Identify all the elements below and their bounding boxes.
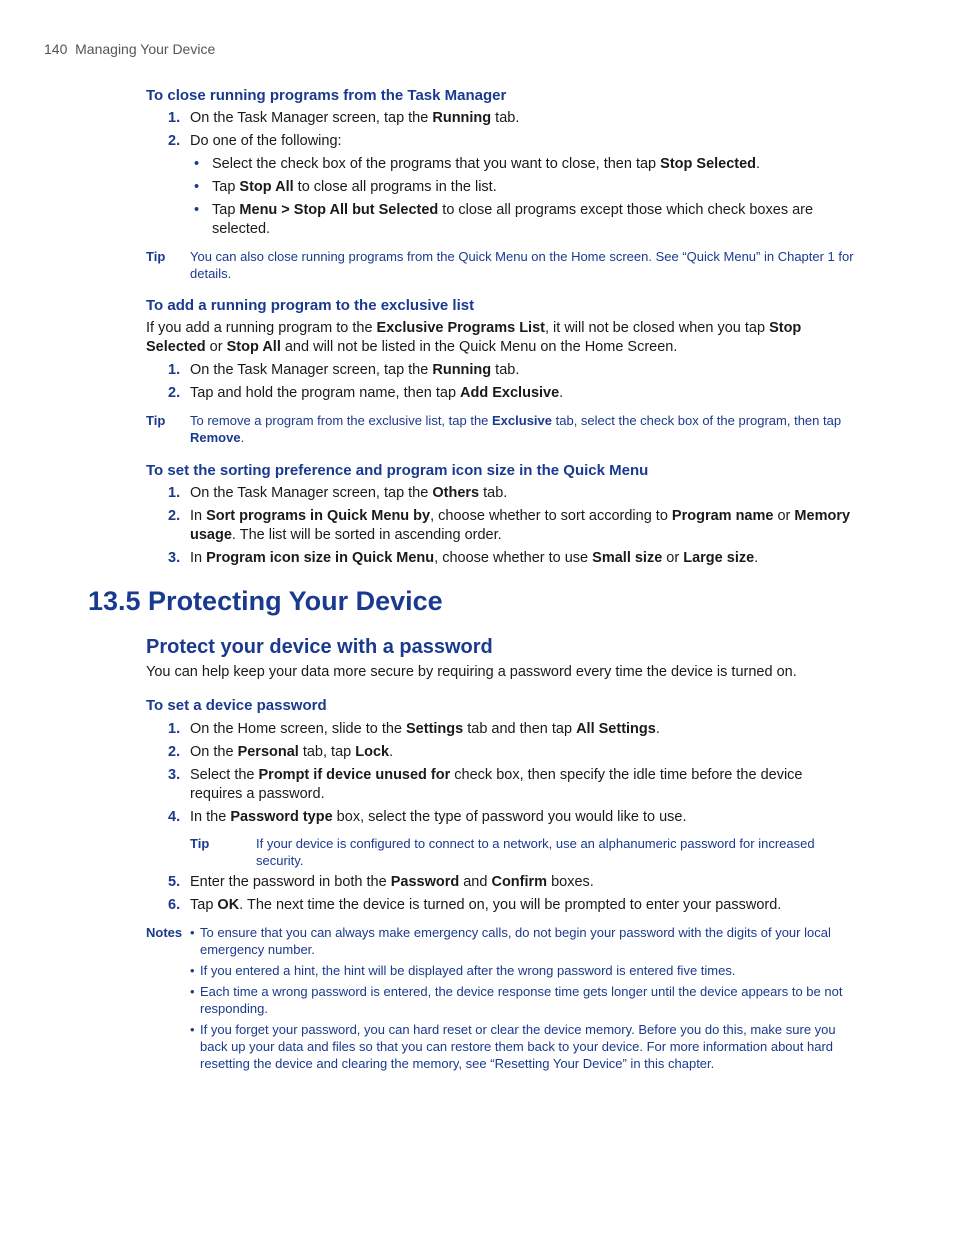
text-run: . — [389, 744, 394, 760]
step-text — [190, 549, 858, 568]
bullet-dot: • — [190, 925, 195, 940]
text-run: If you add a running program to the — [146, 320, 377, 336]
tip-label: Tip — [190, 836, 210, 851]
page-number: 140 — [44, 41, 68, 57]
tip-text: If your device is configured to connect to a network, use an alphanumeric password for increased security. — [256, 836, 815, 868]
text-run: tab, tap — [298, 744, 356, 760]
step-text — [190, 808, 858, 827]
step-text — [190, 507, 858, 545]
step-number: 1. — [168, 362, 181, 378]
step-number: 1. — [168, 721, 181, 737]
step-item — [168, 873, 858, 892]
note-item — [190, 924, 858, 958]
bullet-text — [212, 155, 854, 174]
ui-term: Stop Selected — [146, 320, 802, 355]
heading-exclusive-list: To add a running program to the exclusive list — [146, 297, 475, 314]
text-run: On the Task Manager screen, tap the — [190, 110, 433, 126]
text-run: . — [754, 550, 759, 566]
tip-label: Tip — [146, 413, 166, 428]
text-run: boxes. — [547, 874, 594, 890]
text-run: . — [559, 385, 564, 401]
step-item — [168, 720, 858, 739]
step-text: Do one of the following: — [190, 133, 342, 149]
step-number: 1. — [168, 485, 181, 501]
bullet-dot: • — [190, 984, 195, 999]
step-number: 3. — [168, 550, 181, 566]
text-run: On the Home screen, slide to the — [190, 721, 406, 737]
ui-term: Stop All — [226, 339, 281, 355]
bullet-dot: • — [190, 1022, 195, 1037]
text-run: and — [459, 874, 492, 890]
step-number: 2. — [168, 508, 181, 524]
ui-term: Settings — [406, 721, 464, 737]
ui-term: Others — [432, 485, 480, 501]
running-header — [44, 40, 215, 59]
bullet-item — [194, 201, 854, 239]
ui-term: Running — [432, 362, 492, 378]
tip-text: You can also close running programs from the Quick Menu on the Home screen. See “Quick Menu” in Chapter 1 for details. — [190, 249, 854, 281]
step-item — [168, 109, 858, 128]
ui-term: Stop Selected — [660, 156, 757, 172]
step-text — [190, 743, 858, 762]
text-run: or — [662, 550, 684, 566]
ui-term: Password — [390, 874, 460, 890]
ui-term: Program name — [671, 508, 774, 524]
bullet-text — [212, 178, 854, 197]
text-run: tab and then tap — [463, 721, 577, 737]
step-number: 2. — [168, 385, 181, 401]
ui-term: Menu > Stop All but Selected — [239, 202, 439, 218]
step-text — [190, 873, 858, 892]
text-run: . The list will be sorted in ascending order. — [231, 527, 502, 543]
notes-box — [146, 924, 858, 1076]
step-item — [168, 484, 858, 503]
ui-term: Running — [432, 110, 492, 126]
step-item — [168, 132, 858, 151]
heading-sorting-preference: To set the sorting preference and program icon size in the Quick Menu — [146, 462, 649, 479]
text-run: Select the — [190, 767, 259, 783]
step-item — [168, 743, 858, 762]
step-text — [190, 384, 858, 403]
step-number: 6. — [168, 897, 181, 913]
text-run: tab. — [491, 110, 520, 126]
ui-term: OK — [217, 897, 240, 913]
step-number: 2. — [168, 744, 181, 760]
text-run: or — [205, 339, 227, 355]
paragraph-exclusive-intro — [146, 319, 858, 357]
text-run: In — [190, 550, 207, 566]
ui-term: Lock — [355, 744, 390, 760]
step-text — [190, 109, 858, 128]
text-run: check box, then specify the idle time before the device requires a password. — [190, 767, 803, 802]
step-number: 2. — [168, 133, 181, 149]
bullet-dot: • — [194, 202, 200, 218]
step-number: 5. — [168, 874, 181, 890]
text-run: Tap and hold the program name, then tap — [190, 385, 461, 401]
note-text: If you forget your password, you can hard reset or clear the device memory. Before you do this, make sure you back up your data and files so that you can restore them back to your device. For more information about hard resetting the device and clearing the memory, see “Resetting Your Device” in this chapter. — [200, 1022, 836, 1071]
step-text — [190, 896, 858, 915]
text-run: , choose whether to sort according to — [430, 508, 672, 524]
step-item — [168, 808, 858, 827]
text-run: Enter the password in both the — [190, 874, 391, 890]
note-item — [190, 962, 858, 979]
text-run: and will not be listed in the Quick Menu on the Home Screen. — [280, 339, 678, 355]
ui-term: Sort programs in Quick Menu by — [206, 508, 431, 524]
step-item — [168, 507, 858, 545]
text-run: On the Task Manager screen, tap the — [190, 485, 433, 501]
text-run: . — [756, 156, 761, 172]
ui-term: Personal — [237, 744, 299, 760]
step-item — [168, 549, 858, 568]
step-item — [168, 766, 858, 804]
text-run: tab, select the check box of the program, then tap — [552, 413, 842, 428]
text-run: , it will not be closed when you tap — [544, 320, 770, 336]
text-run: Tap — [212, 202, 240, 218]
text-run: tab. — [479, 485, 508, 501]
step-text — [190, 361, 858, 380]
tip-label: Tip — [146, 249, 166, 264]
tip-box — [146, 248, 858, 282]
ui-term: Remove — [190, 430, 241, 445]
step-number: 1. — [168, 110, 181, 126]
step-number: 3. — [168, 767, 181, 783]
text-run: or — [773, 508, 795, 524]
note-item — [190, 1021, 858, 1072]
step-text — [190, 720, 858, 739]
notes-label: Notes — [146, 925, 183, 940]
ui-term: Stop All — [239, 179, 294, 195]
ui-term: Large size — [683, 550, 755, 566]
step-item — [168, 896, 858, 915]
bullet-dot: • — [194, 179, 200, 195]
step-text — [190, 766, 858, 804]
step-item — [168, 384, 858, 403]
text-run: On the Task Manager screen, tap the — [190, 362, 433, 378]
tip-box — [146, 412, 858, 446]
heading-set-password: To set a device password — [146, 697, 327, 714]
ui-term: Small size — [592, 550, 663, 566]
ui-term: Memory usage — [190, 508, 851, 543]
text-run: . The next time the device is turned on, you will be prompted to enter your password. — [239, 897, 782, 913]
step-item — [168, 361, 858, 380]
text-run: box, select the type of password you would like to use. — [332, 809, 687, 825]
ui-term: Exclusive — [492, 413, 553, 428]
ui-term: Exclusive Programs List — [376, 320, 545, 336]
ui-term: Confirm — [491, 874, 548, 890]
ui-term: Prompt if device unused for — [258, 767, 451, 783]
text-run: Select the check box of the programs that you want to close, then tap — [212, 156, 661, 172]
ui-term: Program icon size in Quick Menu — [206, 550, 435, 566]
text-run: . — [655, 721, 660, 737]
text-run: , choose whether to use — [434, 550, 593, 566]
text-run: Tap — [212, 179, 240, 195]
text-run: . — [240, 430, 245, 445]
heading-close-programs: To close running programs from the Task Manager — [146, 87, 507, 104]
ui-term: Password type — [230, 809, 333, 825]
text-run: to close all programs except those which check boxes are selected. — [212, 202, 814, 237]
paragraph-password-intro: You can help keep your data more secure by requiring a password every time the device is turned on. — [146, 664, 797, 680]
bullet-dot: • — [194, 156, 200, 172]
text-run: In — [190, 508, 207, 524]
ui-term: All Settings — [576, 721, 656, 737]
ui-term: Add Exclusive — [460, 385, 560, 401]
note-text: If you entered a hint, the hint will be displayed after the wrong password is entered five times. — [200, 963, 736, 978]
step-number: 4. — [168, 809, 181, 825]
bullet-item — [194, 178, 854, 197]
running-title: Managing Your Device — [75, 41, 216, 57]
bullet-item — [194, 155, 854, 174]
text-run: to close all programs in the list. — [293, 179, 497, 195]
note-text: To ensure that you can always make emergency calls, do not begin your password with the digits of your local emergency number. — [200, 925, 831, 957]
text-run: tab. — [491, 362, 520, 378]
text-run: To remove a program from the exclusive list, tap the — [190, 413, 493, 428]
bullet-text — [212, 201, 854, 239]
subsection-title: Protect your device with a password — [146, 636, 493, 658]
text-run: In the — [190, 809, 231, 825]
bullet-dot: • — [190, 963, 195, 978]
section-title: 13.5 Protecting Your Device — [88, 586, 443, 616]
text-run: Tap — [190, 897, 218, 913]
tip-text — [190, 412, 858, 446]
text-run: On the — [190, 744, 238, 760]
note-text: Each time a wrong password is entered, the device response time gets longer until the device appears to be not responding. — [200, 984, 843, 1016]
tip-box — [190, 835, 858, 869]
step-text — [190, 484, 858, 503]
note-item — [190, 983, 858, 1017]
